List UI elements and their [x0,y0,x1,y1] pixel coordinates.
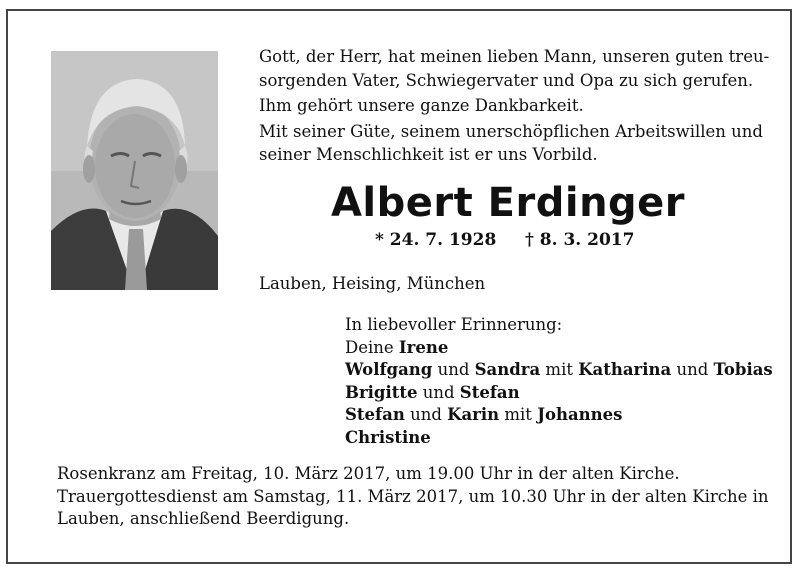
mourner-name: Tobias [713,360,773,379]
mourner-text: und [404,405,448,424]
mourner-text: und [432,360,475,379]
mourner-row [345,359,785,382]
birth-date: * 24. 7. 1928 [375,230,497,250]
intro-line: Ihm gehört unsere ganze Dankbarkeit. [259,96,584,115]
mourners-heading: In liebevoller Erinnerung: [345,315,563,334]
service-line: Rosenkranz am Freitag, 10. März 2017, um 19.00 Uhr in der alten Kirche. [57,464,680,483]
mourners-list [345,314,785,449]
service-line: Lauben, anschließend Beerdigung. [57,509,350,528]
mourner-row [345,337,785,360]
mourner-name: Stefan [459,382,520,402]
mourner-name: Stefan [345,405,405,424]
mourner-text: Deine [345,337,399,357]
mourner-text: und [417,382,460,402]
places: Lauben, Heising, München [259,274,486,293]
intro-line: seiner Menschlichkeit ist er uns Vorbild. [259,145,598,164]
mourner-text: und [671,360,714,379]
mourner-row [345,427,785,450]
intro-line: Gott, der Herr, hat meinen lieben Mann, unseren guten treu- [259,47,770,66]
mourner-name: Sandra [474,360,541,379]
mourner-text: mit [540,360,579,379]
mourner-name: Brigitte [345,382,418,402]
mourner-name: Irene [398,337,449,357]
service-info [57,463,777,531]
mourner-name: Katharina [578,360,672,379]
mourner-row [345,404,785,427]
mourner-name: Johannes [537,405,623,424]
mourner-text: mit [499,405,538,424]
mourner-name: Christine [345,427,431,447]
mourner-row [345,382,785,405]
intro-line: sorgenden Vater, Schwiegervater und Opa zu sich gerufen. [259,70,754,90]
service-line: Trauergottesdienst am Samstag, 11. März 2017, um 10.30 Uhr in der alten Kirche in [57,486,769,506]
mourner-name: Wolfgang [345,360,433,379]
mourner-name: Karin [447,405,500,424]
intro-line: Mit seiner Güte, seinem unerschöpflichen Arbeitswillen und [259,121,763,141]
deceased-name: Albert Erdinger [330,180,686,226]
intro-text [259,45,779,167]
death-date: † 8. 3. 2017 [525,230,635,250]
portrait-photo [51,51,218,290]
